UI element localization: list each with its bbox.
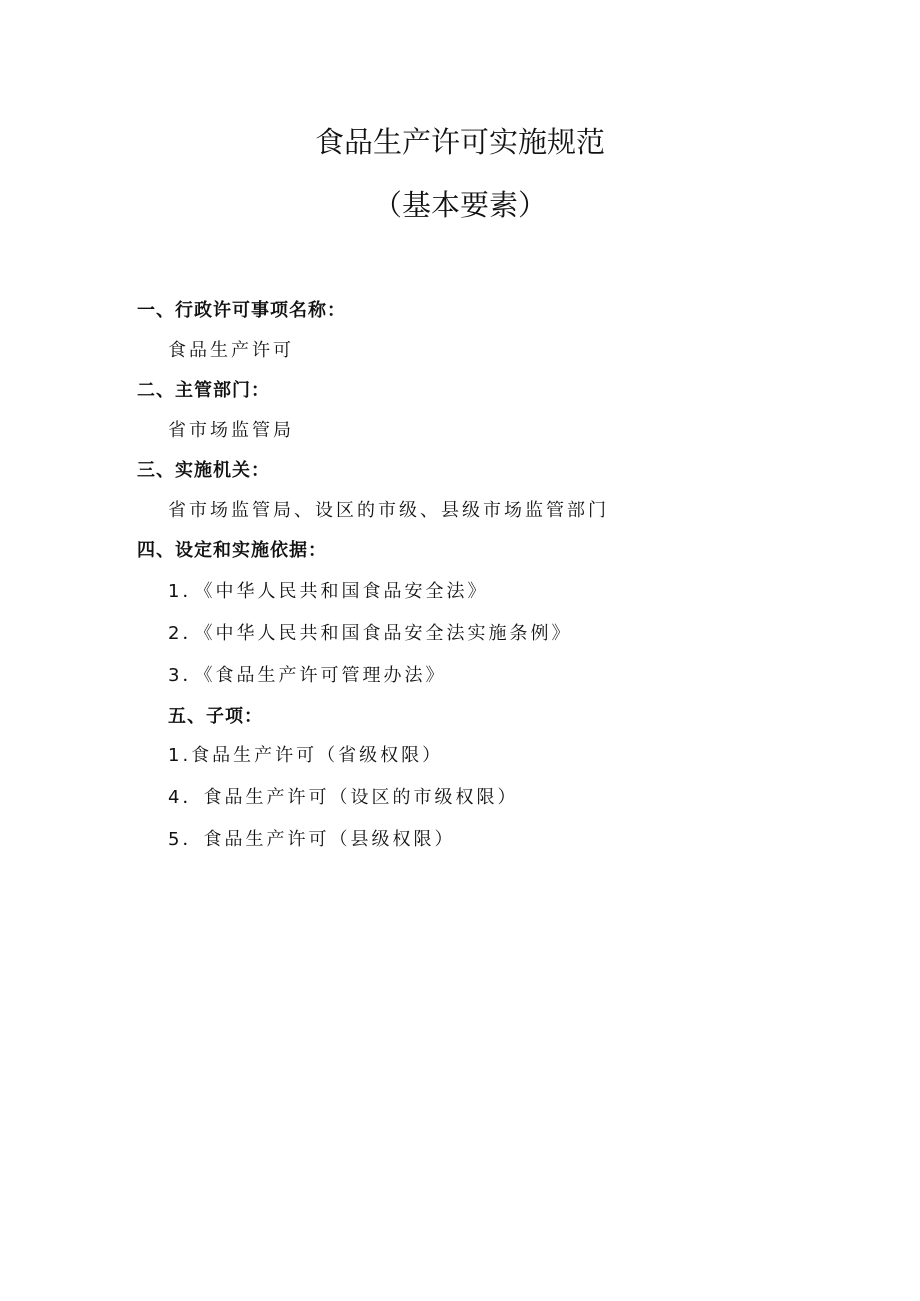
section-item: 3．《食品生产许可管理办法》: [168, 665, 447, 686]
section-heading: 一、行政许可事项名称：: [137, 300, 346, 321]
document-subtitle: （基本要素）: [372, 188, 547, 222]
section-heading: 五、子项：: [168, 706, 263, 727]
section-item: 1.食品生产许可（省级权限）: [168, 745, 444, 766]
section-item: 省市场监管局: [168, 420, 294, 441]
document-title: 食品生产许可实施规范: [314, 125, 605, 159]
section-item: 2．《中华人民共和国食品安全法实施条例》: [168, 623, 573, 644]
section-heading: 四、设定和实施依据：: [137, 540, 327, 561]
section-item: 5．食品生产许可（县级权限）: [168, 829, 456, 850]
section-item: 食品生产许可: [168, 340, 294, 361]
section-item: 4．食品生产许可（设区的市级权限）: [168, 787, 519, 808]
section-heading: 二、主管部门：: [137, 380, 270, 401]
section-heading: 三、实施机关：: [137, 460, 270, 481]
section-item: 1．《中华人民共和国食品安全法》: [168, 581, 489, 602]
section-item: 省市场监管局、设区的市级、县级市场监管部门: [168, 500, 609, 521]
